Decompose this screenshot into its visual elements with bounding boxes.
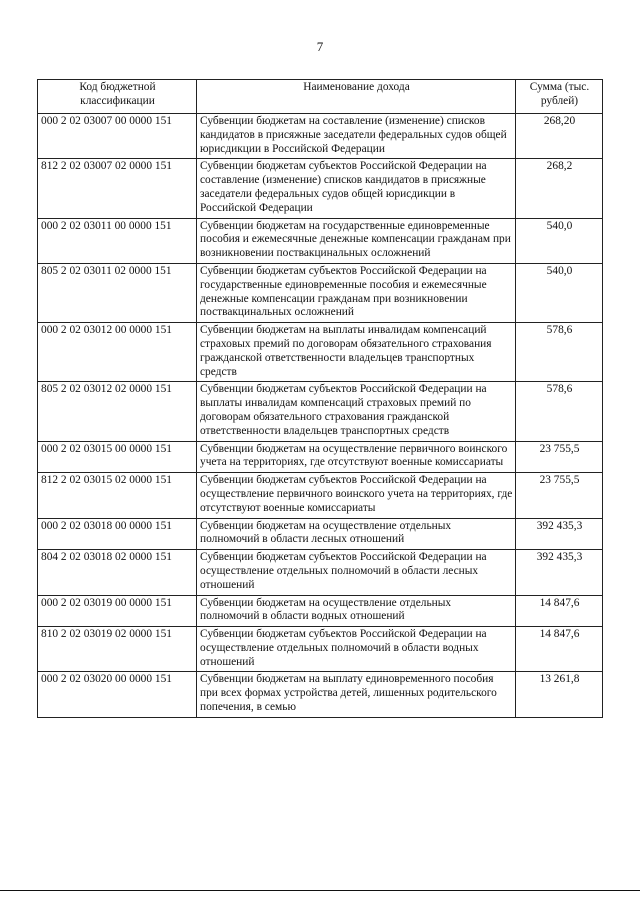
table-row [38,323,603,382]
budget-code: 805 2 02 03012 02 0000 151 [38,382,197,441]
table-row [38,672,603,717]
revenue-name: Субвенции бюджетам на осуществление первичного воинского учета на территориях, где отсутствуют военные комиссариаты [197,441,516,473]
budget-code: 812 2 02 03015 02 0000 151 [38,473,197,518]
revenue-name: Субвенции бюджетам субъектов Российской Федерации на государственные единовременные пособия и ежемесячные денежные компенсации гражданам при возникновении поствакцинальных осложнений [197,263,516,322]
budget-code: 000 2 02 03012 00 0000 151 [38,323,197,382]
header-name: Наименование дохода [197,80,516,114]
revenue-name: Субвенции бюджетам на выплаты инвалидам компенсаций страховых премий по договорам обязательного страхования гражданской ответственности владельцев транспортных средств [197,323,516,382]
budget-code: 000 2 02 03018 00 0000 151 [38,518,197,550]
table-row [38,595,603,627]
revenue-sum: 23 755,5 [516,473,603,518]
revenue-name: Субвенции бюджетам субъектов Российской Федерации на выплаты инвалидам компенсаций страховых премий по договорам обязательного страхования гражданской ответственности владельцев транспортных средств [197,382,516,441]
revenue-sum: 540,0 [516,218,603,263]
revenue-sum: 268,20 [516,114,603,159]
revenue-name: Субвенции бюджетам на осуществление отдельных полномочий в области лесных отношений [197,518,516,550]
revenue-sum: 392 435,3 [516,518,603,550]
table-row [38,114,603,159]
budget-code: 805 2 02 03011 02 0000 151 [38,263,197,322]
table-row [38,441,603,473]
table-row [38,550,603,595]
table-row [38,159,603,218]
revenue-name: Субвенции бюджетам на осуществление отдельных полномочий в области водных отношений [197,595,516,627]
budget-code: 000 2 02 03020 00 0000 151 [38,672,197,717]
header-code: Код бюджетной классификации [38,80,197,114]
budget-code: 812 2 02 03007 02 0000 151 [38,159,197,218]
table-row [38,473,603,518]
page-bottom-rule [0,890,640,891]
budget-code: 804 2 02 03018 02 0000 151 [38,550,197,595]
revenue-name: Субвенции бюджетам на выплату единовременного пособия при всех формах устройства детей, лишенных родительского попечения, в семью [197,672,516,717]
revenue-table [37,79,603,718]
revenue-sum: 540,0 [516,263,603,322]
budget-code: 000 2 02 03011 00 0000 151 [38,218,197,263]
revenue-sum: 578,6 [516,382,603,441]
table-row [38,218,603,263]
page-number: 7 [316,39,324,54]
revenue-sum: 13 261,8 [516,672,603,717]
revenue-sum: 578,6 [516,323,603,382]
budget-code: 810 2 02 03019 02 0000 151 [38,627,197,672]
revenue-name: Субвенции бюджетам на составление (изменение) списков кандидатов в присяжные заседатели федеральных судов общей юрисдикции в Российской Федерации [197,114,516,159]
revenue-sum: 14 847,6 [516,627,603,672]
table-row [38,382,603,441]
revenue-name: Субвенции бюджетам субъектов Российской Федерации на осуществление отдельных полномочий в области лесных отношений [197,550,516,595]
budget-code: 000 2 02 03007 00 0000 151 [38,114,197,159]
revenue-name: Субвенции бюджетам субъектов Российской Федерации на составление (изменение) списков кандидатов в присяжные заседатели федеральных судов общей юрисдикции в Российской Федерации [197,159,516,218]
header-sum: Сумма (тыс. рублей) [516,80,603,114]
revenue-sum: 392 435,3 [516,550,603,595]
table-row [38,627,603,672]
table-row [38,518,603,550]
revenue-name: Субвенции бюджетам субъектов Российской Федерации на осуществление отдельных полномочий в области водных отношений [197,627,516,672]
budget-code: 000 2 02 03015 00 0000 151 [38,441,197,473]
revenue-name: Субвенции бюджетам на государственные единовременные пособия и ежемесячные денежные компенсации гражданам при возникновении поствакцинальных осложнений [197,218,516,263]
revenue-name: Субвенции бюджетам субъектов Российской Федерации на осуществление первичного воинского учета на территориях, где отсутствуют военные комиссариаты [197,473,516,518]
revenue-sum: 23 755,5 [516,441,603,473]
budget-code: 000 2 02 03019 00 0000 151 [38,595,197,627]
table-header-row [38,80,603,114]
revenue-sum: 268,2 [516,159,603,218]
revenue-sum: 14 847,6 [516,595,603,627]
table-row [38,263,603,322]
